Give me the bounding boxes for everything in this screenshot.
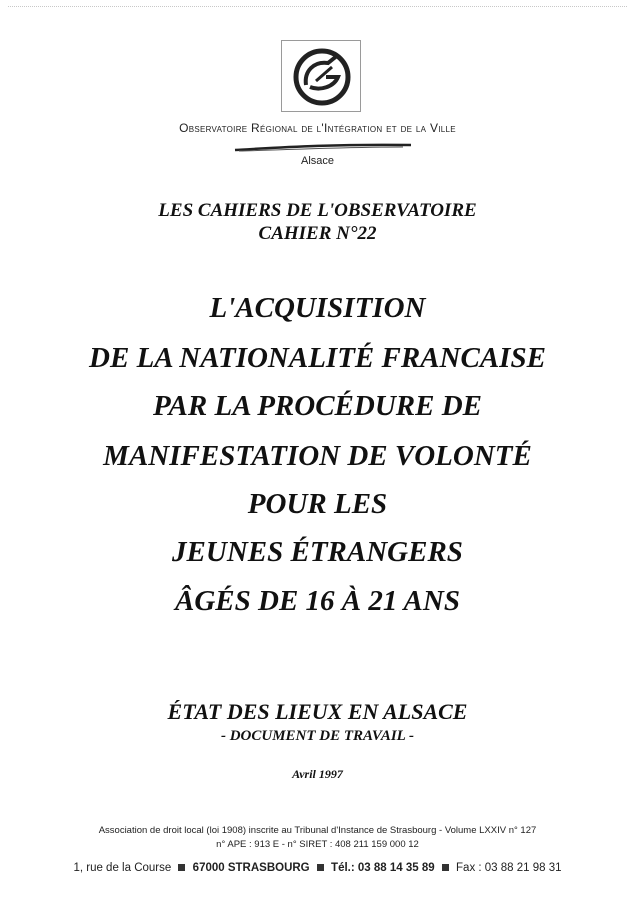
swoosh-underline-icon [233, 142, 413, 152]
contact-address-line [0, 862, 635, 874]
title-line-7: ÂGÉS DE 16 À 21 ANS [175, 585, 460, 617]
title-line-2: DE LA NATIONALITÉ FRANCAISE [89, 342, 546, 374]
association-legal-notice: Association de droit local (loi 1908) inscrite au Tribunal d'Instance de Strasbourg - Volume LXXIV n° 127 [98, 825, 537, 836]
square-bullet-icon [442, 864, 449, 871]
title-line-3: PAR LA PROCÉDURE DE [153, 390, 482, 422]
city-address: 67000 STRASBOURG [192, 862, 310, 874]
state-of-play-heading: ÉTAT DES LIEUX EN ALSACE [167, 699, 468, 724]
working-document-label: - DOCUMENT DE TRAVAIL - [220, 728, 415, 744]
square-bullet-icon [178, 864, 185, 871]
title-line-5: POUR LES [247, 488, 388, 520]
region-label: Alsace [300, 155, 335, 167]
organization-name: Observatoire Régional de l'Intégration et de la Ville [179, 121, 456, 135]
publication-date: Avril 1997 [292, 767, 343, 781]
scan-edge-line [8, 6, 627, 7]
series-collection: LES CAHIERS DE L'OBSERVATOIRE [158, 200, 477, 221]
fax-number: Fax : 03 88 21 98 31 [456, 862, 562, 874]
title-line-6: JEUNES ÉTRANGERS [172, 536, 463, 568]
title-line-4: MANIFESTATION DE VOLONTÉ [103, 440, 532, 472]
logo-graphic [282, 41, 362, 113]
ape-siret-numbers: n° APE : 913 E - n° SIRET : 408 211 159 000 12 [216, 839, 419, 850]
street-address: 1, rue de la Course [73, 862, 172, 874]
title-line-1: L'ACQUISITION [209, 292, 426, 324]
series-issue: CAHIER N°22 [258, 223, 377, 244]
telephone-number: Tél.: 03 88 14 35 89 [331, 862, 435, 874]
square-bullet-icon [317, 864, 324, 871]
observatoire-logo-icon [281, 40, 361, 112]
